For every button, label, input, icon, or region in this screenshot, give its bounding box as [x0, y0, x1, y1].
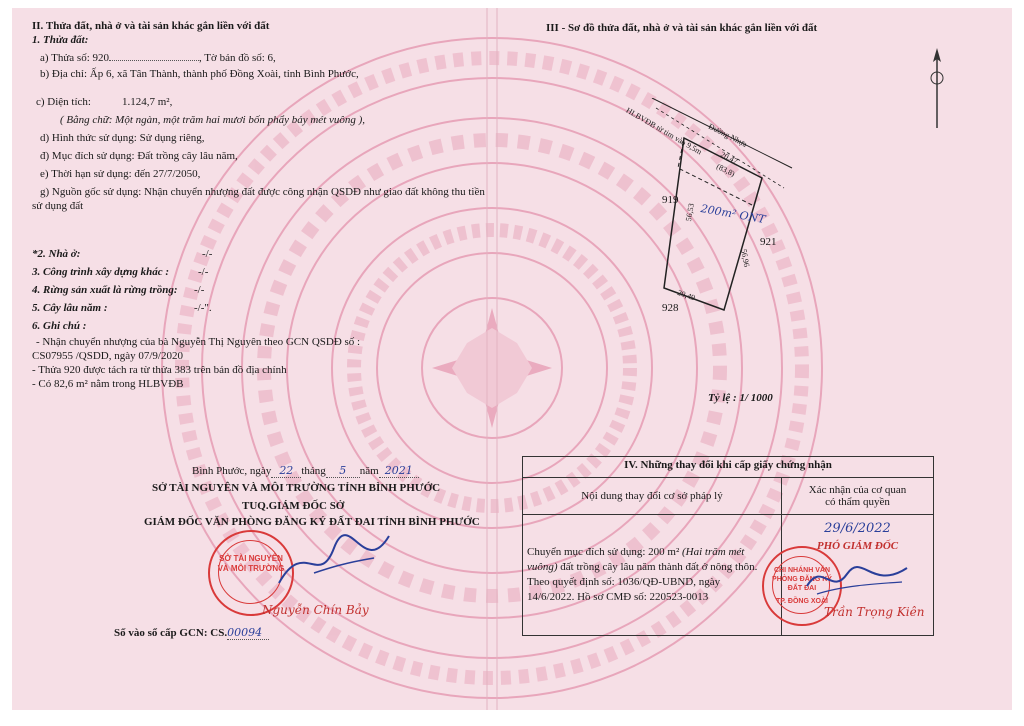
- right-signature: [802, 556, 912, 606]
- change-line2-rest: đất trồng cây lâu năm thành đất ở nông thôn.: [560, 561, 758, 573]
- change-line2-italic: vuông): [527, 561, 558, 573]
- perennial-trees-heading: 5. Cây lâu năm :: [32, 302, 108, 314]
- changes-col-content-header: Nội dung thay đổi cơ sở pháp lý: [523, 478, 782, 515]
- authority-line: TUQ.GIÁM ĐỐC SỞ: [242, 500, 345, 512]
- planted-forest-value: -/-: [194, 284, 205, 296]
- house-value: -/-: [202, 248, 213, 260]
- map-scale: Tỷ lệ : 1/ 1000: [708, 392, 773, 404]
- map-dim-top: 20,47: [719, 149, 740, 166]
- change-line1-prefix: Chuyển mục đích sử dụng: 200 m²: [527, 546, 680, 558]
- perennial-trees-value: -/-".: [194, 302, 212, 314]
- usage-origin-line1: g) Nguồn gốc sử dụng: Nhận chuyển nhượng đất được công nhận QSDĐ như giao đất không thu tiền: [40, 186, 485, 198]
- branch-office-seal-text: CHI NHÁNH VĂN PHÒNG ĐĂNG KÝ ĐẤT ĐAI: [772, 567, 832, 592]
- issue-day: 22: [271, 464, 301, 478]
- changes-col-confirm-header-line1: Xác nhận của cơ quan: [808, 484, 907, 496]
- map-dim-left: 56,53: [683, 202, 696, 222]
- register-number-value: 00094: [227, 626, 269, 640]
- changes-table-title: IV. Những thay đổi khi cấp giấy chứng nhận: [523, 457, 934, 478]
- other-construction-value: -/-: [198, 266, 209, 278]
- area-label: c) Diện tích:: [36, 96, 91, 108]
- change-entry-content: [523, 515, 782, 636]
- planted-forest-heading: 4. Rừng sản xuất là rừng trồng:: [32, 284, 178, 296]
- note-transfer: - Nhận chuyển nhượng của bà Nguyễn Thị Nguyên theo GCN QSDĐ số :: [36, 336, 361, 348]
- confirm-date: 29/6/2022: [824, 521, 891, 536]
- issue-month: 5: [326, 464, 360, 478]
- department-seal-text: SỞ TÀI NGUYÊN VÀ MÔI TRƯỜNG: [217, 554, 285, 573]
- changes-col-confirm-header-line2: có thẩm quyền: [825, 496, 890, 508]
- map-dim-right: 56,96: [739, 248, 752, 268]
- north-arrow-icon: [930, 48, 944, 128]
- notes-heading: 6. Ghi chú :: [32, 320, 87, 332]
- area-in-words: ( Bằng chữ: Một ngàn, một trăm hai mươi bốn phẩy bảy mét vuông ),: [60, 114, 366, 126]
- map-dim-bottom: 20,49: [676, 287, 697, 303]
- register-number-label: Số vào sổ cấp GCN: CS.: [114, 627, 228, 639]
- area-value: 1.124,7 m²,: [122, 96, 173, 108]
- confirm-title: PHÓ GIÁM ĐỐC: [816, 540, 899, 552]
- change-line4: 14/6/2022. Hồ sơ CMĐ số: 220523-0013: [527, 591, 709, 603]
- changes-col-confirm-header: [782, 478, 934, 515]
- map-road-label: Đường Nhựa: [707, 121, 749, 149]
- map-dim-top-secondary: (83,8): [715, 161, 737, 179]
- right-signer-name: Trần Trọng Kiên: [824, 605, 925, 619]
- certificate-sheet: [12, 8, 1012, 710]
- issue-date-prefix: Bình Phước, ngày: [192, 465, 272, 477]
- left-signature: [274, 528, 394, 598]
- issue-date: [192, 464, 419, 478]
- parcel-address: b) Địa chỉ: Ấp 6, xã Tân Thành, thành phố Đồng Xoài, tỉnh Bình Phước,: [40, 68, 359, 80]
- usage-form: d) Hình thức sử dụng: Sử dụng riêng,: [40, 132, 205, 144]
- map-land-label: 200m² ONT: [699, 202, 767, 227]
- register-number: [114, 626, 269, 640]
- issue-month-label: tháng: [301, 465, 326, 477]
- issue-year-label: năm: [359, 465, 379, 477]
- note-corridor: - Có 82,6 m² nằm trong HLBVĐB: [32, 378, 184, 390]
- parcel-number-label: a) Thửa số: 920: [40, 52, 109, 64]
- issuing-department: SỞ TÀI NGUYÊN VÀ MÔI TRƯỜNG TỈNH BÌNH PHƯỚC: [152, 482, 441, 494]
- parcel-number: [40, 50, 276, 65]
- office-director: GIÁM ĐỐC VĂN PHÒNG ĐĂNG KÝ ĐẤT ĐAI TỈNH BÌNH PHƯỚC: [144, 516, 480, 528]
- house-heading: *2. Nhà ở:: [32, 248, 81, 260]
- other-construction-heading: 3. Công trình xây dựng khác :: [32, 266, 170, 278]
- section-ii-title: II. Thửa đất, nhà ở và tài sản khác gắn liền với đất: [32, 20, 270, 32]
- map-road-corridor-label: HLBVĐB từ tim vào 9,5m: [624, 105, 704, 157]
- note-transfer-cert: CS07955 /QSDD, ngày 07/9/2020: [32, 350, 183, 362]
- map-neighbor-919: 919: [662, 194, 679, 206]
- usage-origin-line2: sử dụng đất: [32, 200, 84, 212]
- section-iii-title: III - Sơ đồ thửa đất, nhà ở và tài sản khác gắn liền với đất: [546, 22, 818, 34]
- parcel-heading: 1. Thửa đất:: [32, 34, 89, 46]
- branch-office-seal-city: TP. ĐỒNG XOÀI: [776, 598, 828, 605]
- map-neighbor-928: 928: [662, 302, 679, 314]
- change-line1-italic: (Hai trăm mét: [682, 546, 745, 558]
- note-split: - Thửa 920 được tách ra từ thửa 383 trên bản đồ địa chính: [32, 364, 287, 376]
- map-neighbor-921: 921: [760, 236, 777, 248]
- change-line3: Theo quyết định số: 1036/QĐ-UBND, ngày: [527, 576, 721, 588]
- left-signer-name: Nguyễn Chín Bảy: [262, 603, 369, 617]
- usage-purpose: đ) Mục đích sử dụng: Đất trồng cây lâu năm,: [40, 150, 238, 162]
- usage-term: e) Thời hạn sử dụng: đến 27/7/2050,: [40, 168, 201, 180]
- map-sheet-number: , Tờ bản đồ số: 6,: [199, 52, 276, 64]
- issue-year: 2021: [379, 464, 419, 478]
